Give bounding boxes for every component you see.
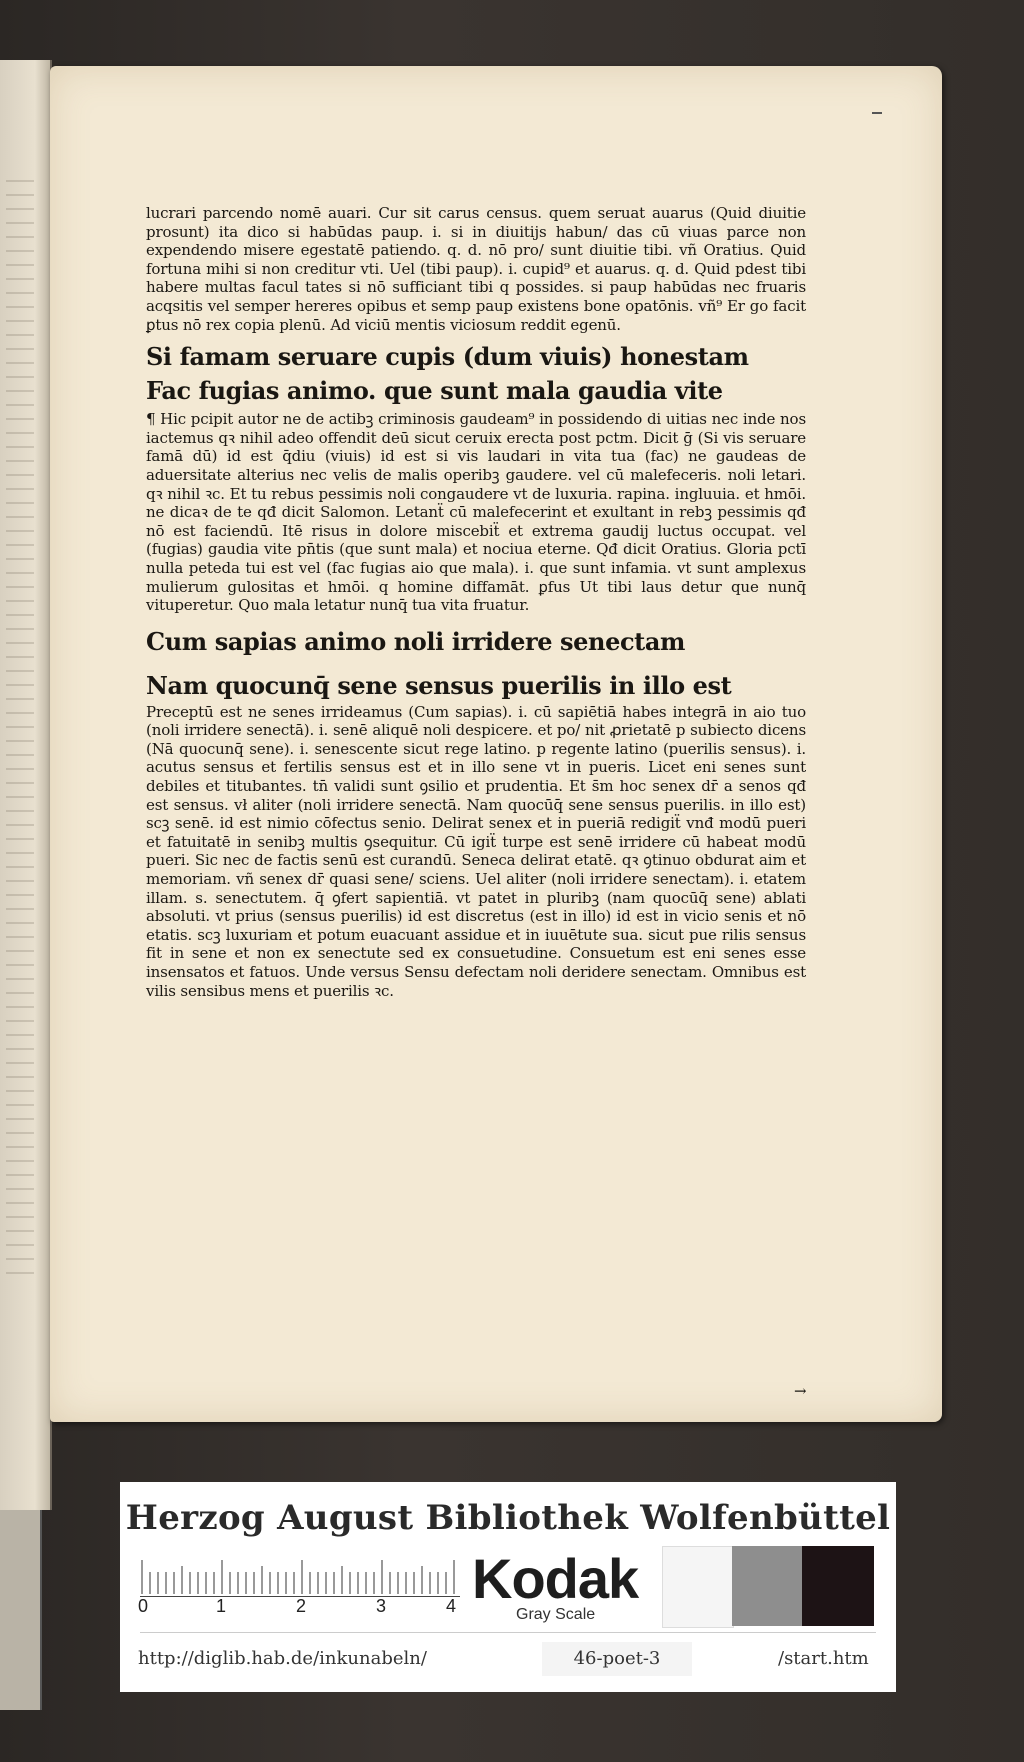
gray-swatch bbox=[732, 1546, 802, 1626]
binding-edge bbox=[0, 1510, 42, 1710]
scale-number-3: 3 bbox=[376, 1596, 387, 1616]
margin-mark: → bbox=[794, 1382, 807, 1400]
manuscript-page bbox=[50, 66, 942, 1422]
url-identifier: 46-poet-3 bbox=[542, 1642, 692, 1676]
white-swatch bbox=[662, 1546, 734, 1628]
paragraph-commentary-1: lucrari parcendo nomē auari. Cur sit carus census. quem seruat auarus (Quid diuitie prosunt) ita dico si habūdas paup. i. si in diuitijs habun/ das cū viuas parce non expendendo misere egestatē patiendo. q. d. nō pro/ sunt diuitie tibi. vñ Oratius. Quid fortuna mihi si non creditur vti. Uel (tibi paup). i. cupid⁹ et auarus. q. d. Quid pdest tibi habere multas facul tates si nō sufficiant tibi q possides. si paup habūdas nec fruaris acqsitis vel semper hereres opibus et semp paup existens bone opatōnis. vñ⁹ Er go facit ꝑtus nō rex copia plenū. Ad viciū mentis viciosum reddit egenū. bbox=[146, 204, 806, 334]
color-calibration-target bbox=[120, 1482, 896, 1692]
verse-line-2: Fac fugias animo. que sunt mala gaudia vite bbox=[146, 376, 723, 406]
text-block bbox=[146, 204, 806, 1000]
paragraph-commentary-2: ¶ Hic pcipit autor ne de actibꝫ criminosis gaudeam⁹ in possidendo di uitias nec inde nos iactemus qꝛ nihil adeo offendit deū sicut ceruix erecta post pctm. Dicit ḡ (Si vis seruare famā dū) id est q̄diu (viuis) id est si vis laudari in vita tua (fac) ne gaudeas de aduersitate alterius nec velis de malis operibꝫ gaudere. vel cū malefeceris. noli letari. qꝛ nihil ꝛc. Et tu rebus pessimis noli congaudere vt de luxuria. rapina. ingluuia. et hmōi. ne dicaꝛ de te qđ dicit Salomon. Letanẗ cū malefecerint et exultant in rebꝫ pessimis qđ nō est faciendū. Itē risus in dolore miscebiẗ et extrema gaudij luctus occupat. vel (fugias) gaudia vite pn̄tis (que sunt mala) et nociua eterne. Qđ dicit Oratius. Gloria pctī nulla peteda tui est vel (fac fugias aio que mala). i. que sunt infamia. vt sunt amplexus mulierum gulositas et hmōi. q homine diffamāt. ꝑfus Ut tibi laus detur que nunq̄ vituperetur. Quo mala letatur nunq̄ tua vita fruatur. bbox=[146, 410, 806, 615]
adjacent-page-edge bbox=[0, 60, 52, 1510]
url-base: http://diglib.hab.de/inkunabeln/ bbox=[138, 1648, 427, 1669]
kodak-logo: Kodak bbox=[472, 1547, 639, 1610]
black-swatch bbox=[802, 1546, 874, 1626]
paragraph-commentary-3: Preceptū est ne senes irrideamus (Cum sapias). i. cū sapiētiā habes integrā in aio tuo (noli irridere senectā). i. senē aliquē noli despicere. et po/ nit ꝓrietatē p subiecto dicens (Nā quocunq̄ sene). i. senescente sicut rege latino. p regente latino (puerilis sensus). i. acutus sensus et fertilis sensus est et in illo sene vt in pueris. Licet eni senes sunt debiles et titubantes. tn̄ validi sunt ꝯsilio et prudentia. Et s̄m hoc senex dr̄ a senos qđ est sensus. vł aliter (noli irridere senectā. Nam quocūq̄ sene sensus puerilis. in illo est) scꝫ senē. id est nimio cōfectus senio. Delirat senex et in pueriā redigiẗ vnđ modū pueri et fatuitatē in senibꝫ multis ꝯsequitur. Cū igiẗ turpe est senē irridere cū habeat modū pueri. Sic nec de factis senū est curandū. Seneca delirat etatē. qꝛ ꝯtinuo obdurat aim et memoriam. vñ senex dr̄ quasi sene/ sciens. Uel aliter (noli irridere senectam). i. etatem illam. s. senectutem. q̄ ꝯfert sapientiā. vt patet in pluribꝫ (nam quocūq̄ sene) ablati absoluti. vt prius (sensus puerilis) id est discretus (est in illo) id est in vicio senis et nō etatis. scꝫ luxuriam et potum euacuant assidue et in iuuētute sua. sicut pue rilis sensus fit in sene et non ex senectute sed ex consuetudine. Consuetum est eni senes esse insensatos et fatuos. Unde versus Sensu defectam noli deridere senectam. Omnibus est vilis sensibus mens et puerilis ꝛc. bbox=[146, 702, 806, 1000]
url-suffix: /start.htm bbox=[778, 1648, 869, 1669]
scale-number-0: 0 bbox=[138, 1596, 149, 1616]
verse-line-1: Si famam seruare cupis (dum viuis) honestam bbox=[146, 342, 749, 372]
scale-number-2: 2 bbox=[296, 1596, 307, 1616]
scale-number-4: 4 bbox=[446, 1596, 457, 1616]
scale-number-1: 1 bbox=[216, 1596, 227, 1616]
library-title: Herzog August Bibliothek Wolfenbüttel bbox=[125, 1498, 891, 1538]
scale-ruler bbox=[138, 1552, 460, 1616]
ruler-ticks bbox=[140, 1552, 460, 1596]
target-divider bbox=[140, 1632, 876, 1633]
verse-line-3: Cum sapias animo noli irridere senectam bbox=[146, 626, 685, 656]
verse-line-4: Nam quocunq̄ sene sensus puerilis in illo est bbox=[146, 670, 732, 700]
page-mark bbox=[872, 112, 882, 114]
gray-scale-label: Gray Scale bbox=[516, 1606, 596, 1623]
